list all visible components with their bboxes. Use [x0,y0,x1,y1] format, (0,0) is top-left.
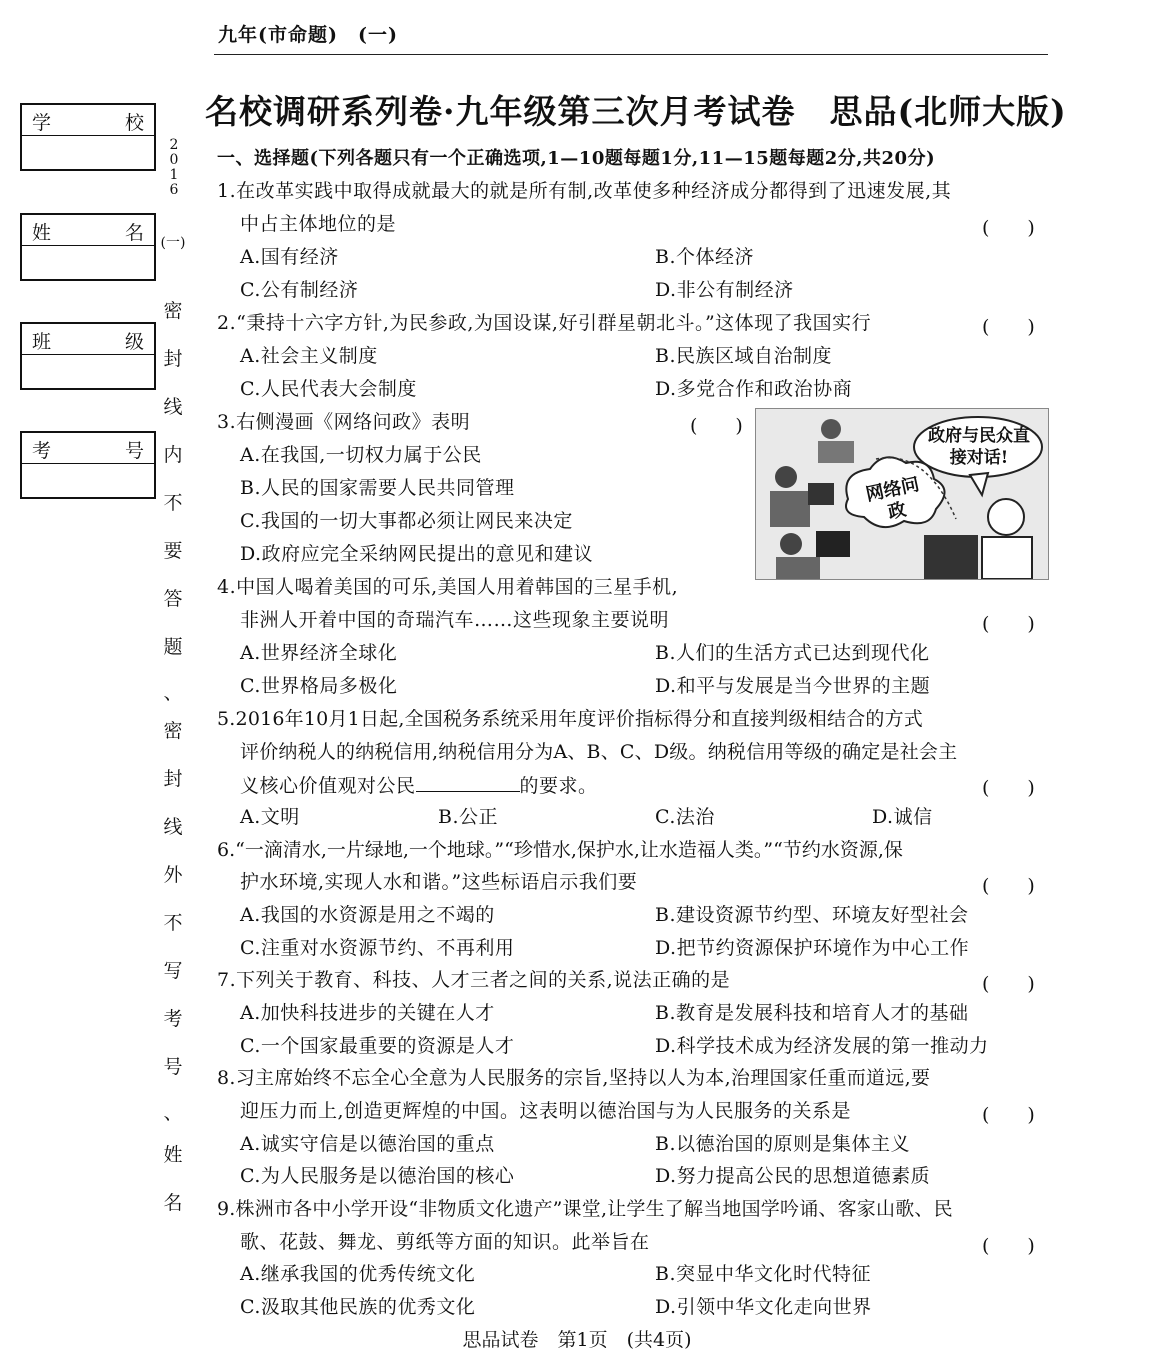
header-tag: 九年(市命题) (一) [218,24,398,46]
side-char: 答 [163,588,183,610]
exam-number-label-a: 考 [32,440,52,462]
q3-option-d[interactable]: D.政府应完全采纳网民提出的意见和建议 [240,543,594,565]
q5-stem-line3 [240,773,598,797]
side-char: 写 [163,960,183,982]
q5-option-b[interactable]: B.公正 [438,806,499,828]
q5-blank[interactable] [416,773,520,792]
q6-option-d[interactable]: D.把节约资源保护环境作为中心工作 [655,937,970,959]
q7-option-c[interactable]: C.一个国家最重要的资源是人才 [240,1035,515,1057]
q9-option-b[interactable]: B.突显中华文化时代特征 [655,1263,872,1285]
q6-stem-line2: 护水环境,实现人水和谐。”这些标语启示我们要 [240,871,638,893]
q8-option-c[interactable]: C.为人民服务是以德治国的核心 [240,1165,515,1187]
q4-option-d[interactable]: D.和平与发展是当今世界的主题 [655,675,931,697]
q9-answer-paren[interactable]: ( ) [982,1235,1035,1257]
side-char: 封 [163,768,183,790]
q2-option-b[interactable]: B.民族区域自治制度 [655,345,833,367]
q7-option-d[interactable]: D.科学技术成为经济发展的第一推动力 [655,1035,989,1057]
q7-option-a[interactable]: A.加快科技进步的关键在人才 [240,1002,495,1024]
q3-option-c[interactable]: C.我国的一切大事都必须让网民来决定 [240,510,573,532]
q8-stem-line1: 8.习主席始终不忘全心全意为人民服务的宗旨,坚持以人为本,治理国家任重而道远,要 [217,1067,931,1089]
q2-option-c[interactable]: C.人民代表大会制度 [240,378,417,400]
q2-stem-line1: 2.“秉持十六字方针,为民参政,为国设谋,好引群星朝北斗。”这体现了我国实行 [217,312,872,334]
name-field[interactable] [20,213,156,281]
q7-stem-line1: 7.下列关于教育、科技、人才三者之间的关系,说法正确的是 [217,969,731,991]
q6-option-c[interactable]: C.注重对水资源节约、不再利用 [240,937,515,959]
name-label-a: 姓 [32,222,52,244]
q1-option-c[interactable]: C.公有制经济 [240,279,359,301]
q2-answer-paren[interactable]: ( ) [982,316,1035,338]
side-char: 不 [163,492,183,514]
q3-stem-line1: 3.右侧漫画《网络问政》表明 [217,411,471,433]
q3-option-a[interactable]: A.在我国,一切权力属于公民 [240,444,482,466]
side-char: 、 [163,1102,183,1124]
q1-option-a[interactable]: A.国有经济 [240,246,339,268]
school-label-b: 校 [124,112,144,134]
q9-stem-line2: 歌、花鼓、舞龙、剪纸等方面的知识。此举旨在 [240,1231,650,1253]
q5-stem-line1: 5.2016年10月1日起,全国税务系统采用年度评价指标得分和直接判级相结合的方式 [217,708,923,730]
q4-answer-paren[interactable]: ( ) [982,613,1035,635]
q4-stem-line1: 4.中国人喝着美国的可乐,美国人用着韩国的三星手机, [217,576,679,598]
side-char: 要 [163,540,183,562]
side-char: 名 [163,1192,183,1214]
q6-option-b[interactable]: B.建设资源节约型、环境友好型社会 [655,904,969,926]
q5-answer-paren[interactable]: ( ) [982,777,1035,799]
side-year-digit: 1 [169,167,179,183]
side-char: 密 [163,300,183,322]
section-heading: 一、选择题(下列各题只有一个正确选项,1—10题每题1分,11—15题每题2分,共20分) [217,148,936,169]
q9-stem-line1: 9.株洲市各中小学开设“非物质文化遗产”课堂,让学生了解当地国学吟诵、客家山歌、民 [217,1198,953,1220]
q7-answer-paren[interactable]: ( ) [982,973,1035,995]
page-title: 名校调研系列卷·九年级第三次月考试卷 思品(北师大版) [205,92,1067,131]
q8-stem-line2: 迎压力而上,创造更辉煌的中国。这表明以德治国与为人民服务的关系是 [240,1100,852,1122]
q8-answer-paren[interactable]: ( ) [982,1104,1035,1126]
cartoon-bubble-text: 政府与民众直接对话! [928,426,1030,468]
side-year-digit: 6 [169,182,179,198]
q8-option-b[interactable]: B.以德治国的原则是集体主义 [655,1133,911,1155]
side-char: 线 [163,816,183,838]
q6-option-a[interactable]: A.我国的水资源是用之不竭的 [240,904,495,926]
q1-stem-line1: 1.在改革实践中取得成就最大的就是所有制,改革使多种经济成分都得到了迅速发展,其 [217,180,952,202]
q7-option-b[interactable]: B.教育是发展科技和培育人才的基础 [655,1002,969,1024]
school-field[interactable] [20,103,156,171]
q5-option-a[interactable]: A.文明 [240,806,300,828]
q2-option-d[interactable]: D.多党合作和政治协商 [655,378,853,400]
q4-option-c[interactable]: C.世界格局多极化 [240,675,398,697]
q4-option-b[interactable]: B.人们的生活方式已达到现代化 [655,642,930,664]
side-char: 、 [163,682,183,704]
q9-option-a[interactable]: A.继承我国的优秀传统文化 [240,1263,476,1285]
side-char: 封 [163,348,183,370]
q3-answer-paren[interactable]: ( ) [690,415,743,437]
q8-option-a[interactable]: A.诚实守信是以德治国的重点 [240,1133,495,1155]
q5-option-c[interactable]: C.法治 [655,806,715,828]
side-char: 姓 [163,1144,183,1166]
side-year [164,138,184,198]
q1-option-d[interactable]: D.非公有制经济 [655,279,794,301]
class-field[interactable] [20,322,156,390]
q9-option-d[interactable]: D.引领中华文化走向世界 [655,1296,872,1318]
side-char: 考 [163,1008,183,1030]
q2-option-a[interactable]: A.社会主义制度 [240,345,378,367]
side-char: 内 [163,444,183,466]
page-footer: 思品试卷 第1页 (共4页) [462,1329,692,1351]
q1-option-b[interactable]: B.个体经济 [655,246,755,268]
side-char: (一) [160,235,186,251]
q8-option-d[interactable]: D.努力提高公民的思想道德素质 [655,1165,931,1187]
q4-option-a[interactable]: A.世界经济全球化 [240,642,398,664]
q1-stem-line2: 中占主体地位的是 [240,213,397,235]
side-char: 线 [163,396,183,418]
side-char: 不 [163,912,183,934]
side-char: 题 [163,636,183,658]
cartoon-label: 网络问政 [864,473,922,524]
q3-option-b[interactable]: B.人民的国家需要人民共同管理 [240,477,515,499]
exam-number-field[interactable] [20,431,156,499]
q5-stem-line3-a: 义核心价值观对公民 [240,775,416,797]
side-year-digit: 2 [169,137,179,153]
q1-answer-paren[interactable]: ( ) [982,217,1035,239]
q4-stem-line2: 非洲人开着中国的奇瑞汽车……这些现象主要说明 [240,609,670,631]
name-label-b: 名 [124,222,144,244]
side-year-digit: 0 [169,152,179,168]
school-label-a: 学 [32,112,52,134]
header-rule [214,54,1048,55]
q6-answer-paren[interactable]: ( ) [982,875,1035,897]
side-char: 外 [163,864,183,886]
q9-option-c[interactable]: C.汲取其他民族的优秀文化 [240,1296,476,1318]
cartoon-image [755,408,1049,580]
exam-number-label-b: 号 [124,440,144,462]
q5-option-d[interactable]: D.诚信 [872,806,933,828]
q5-stem-line2: 评价纳税人的纳税信用,纳税信用分为A、B、C、D级。纳税信用等级的确定是社会主 [240,741,958,763]
q5-stem-line3-b: 的要求。 [519,775,598,797]
side-char: 密 [163,720,183,742]
class-label-a: 班 [32,331,52,353]
side-char: 号 [163,1056,183,1078]
class-label-b: 级 [124,331,144,353]
q6-stem-line1: 6.“一滴清水,一片绿地,一个地球。”“珍惜水,保护水,让水造福人类。”“节约水资源,保 [217,839,903,861]
